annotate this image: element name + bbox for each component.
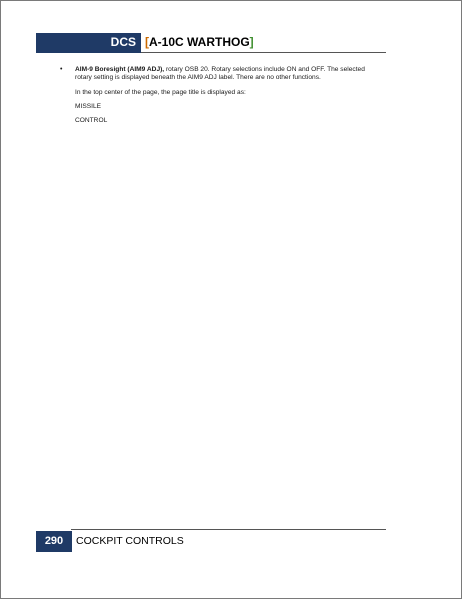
bullet-bold-text: AIM-9 Boresight (AIM9 ADJ), xyxy=(75,66,165,73)
bullet-item xyxy=(60,66,380,83)
bullet-icon: • xyxy=(60,66,63,73)
page-title-line-2: CONTROL xyxy=(75,117,108,125)
header-banner xyxy=(36,33,141,53)
page-number: 290 xyxy=(44,535,64,547)
header-title-text: A-10C WARTHOG xyxy=(149,35,250,49)
footer-page-box xyxy=(36,531,72,552)
bullet-text: rotary OSB 20. Rotary selections include ON and OFF. The selected rotary setting is displayed beneath the AIM9 ADJ label. There are no other functions. xyxy=(75,66,365,82)
body-paragraph: In the top center of the page, the page title is displayed as: xyxy=(75,88,246,96)
footer-divider xyxy=(71,529,386,530)
header-title xyxy=(145,35,254,49)
header-bracket-open: [ xyxy=(145,35,149,49)
page-content xyxy=(60,66,380,125)
header-product-label: DCS xyxy=(110,35,136,49)
header-bracket-close: ] xyxy=(249,35,254,49)
footer-section-title: COCKPIT CONTROLS xyxy=(76,535,184,547)
header-divider xyxy=(141,52,386,53)
page-title-line-1: MISSILE xyxy=(75,102,102,110)
